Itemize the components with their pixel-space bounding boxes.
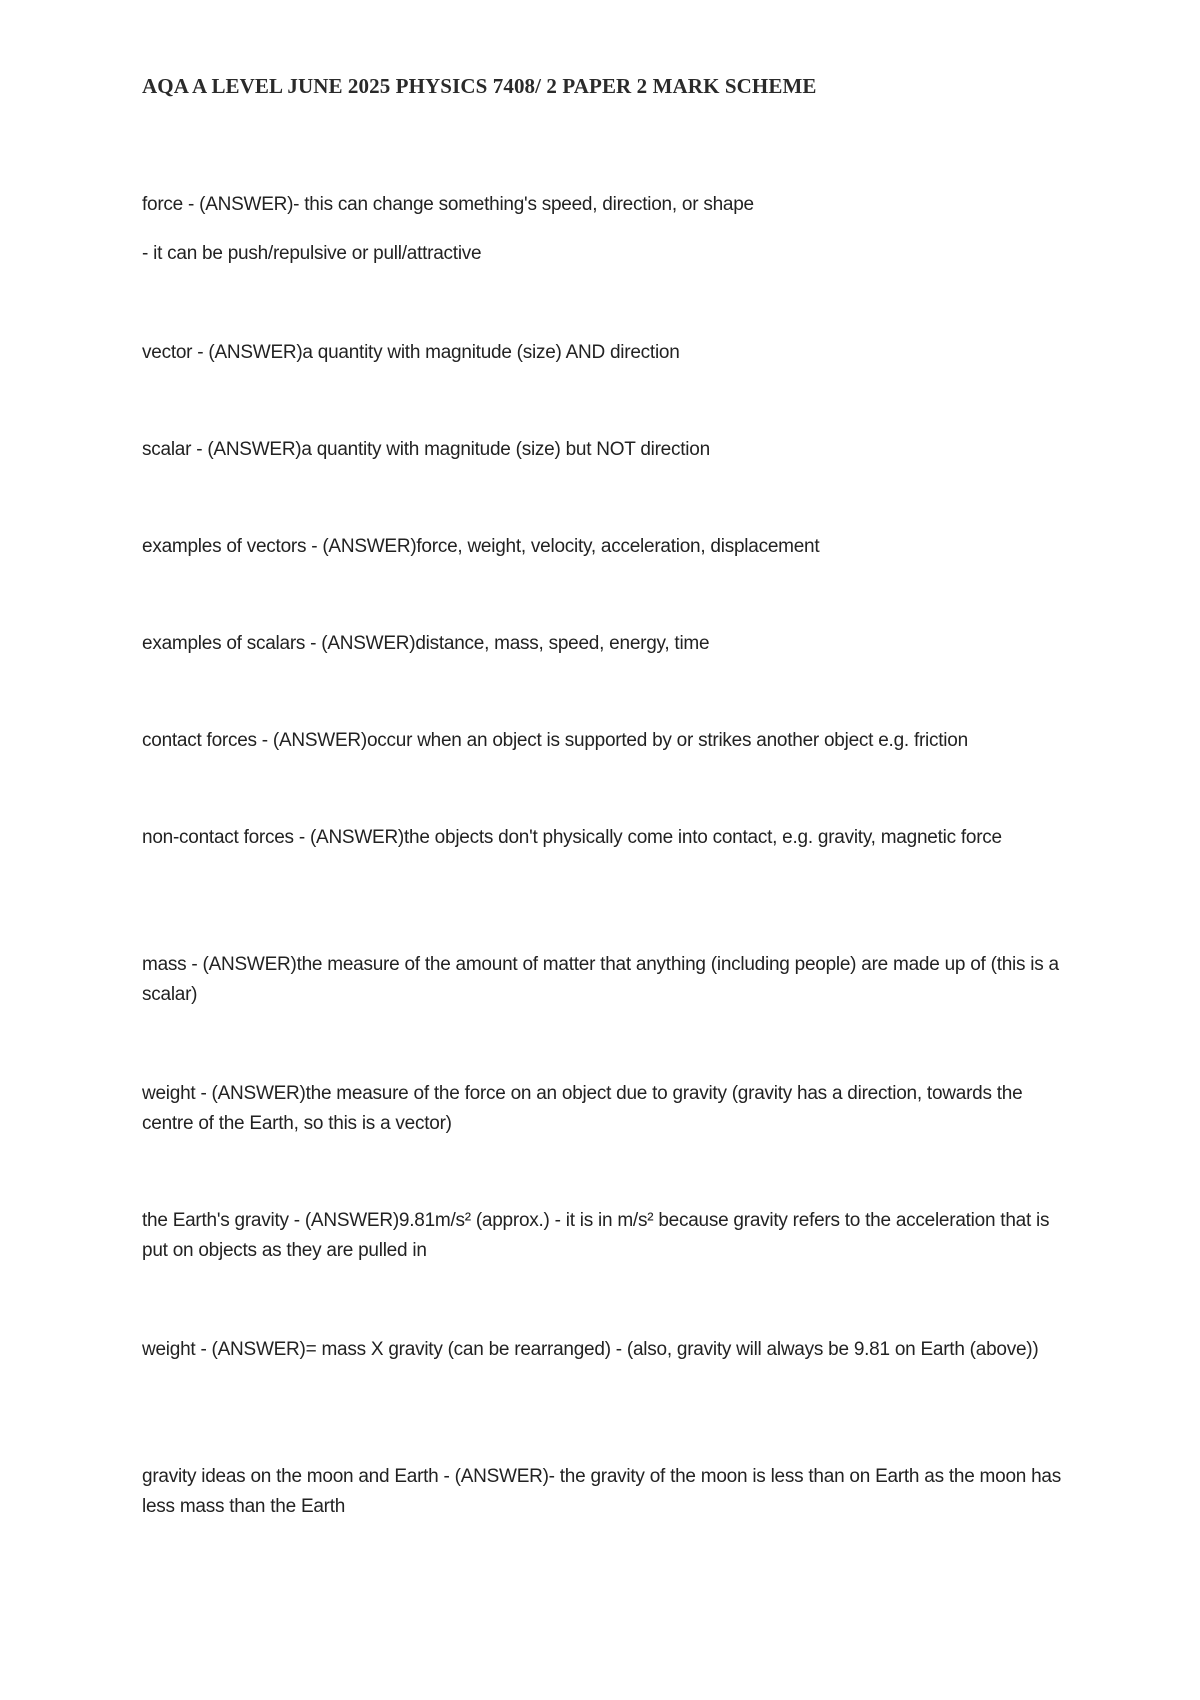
entry-text: weight - (ANSWER)the measure of the force on an object due to gravity (gravity has a direction, towards the centre of the Earth, so this is a vector)	[142, 1083, 1023, 1134]
entry-gravity-moon-earth	[142, 1462, 1072, 1522]
entry-examples-of-vectors	[142, 532, 1072, 562]
entry-examples-of-scalars	[142, 629, 1072, 659]
entry-weight-formula	[142, 1335, 1072, 1365]
entry-text: mass - (ANSWER)the measure of the amount of matter that anything (including people) are made up of (this is a scalar)	[142, 954, 1059, 1005]
entry-text: weight - (ANSWER)= mass X gravity (can be rearranged) - (also, gravity will always be 9.81 on Earth (above))	[142, 1339, 1039, 1360]
entry-contact-forces	[142, 726, 1072, 756]
entry-earths-gravity	[142, 1206, 1072, 1266]
entry-text: examples of vectors - (ANSWER)force, weight, velocity, acceleration, displacement	[142, 536, 820, 557]
entry-force	[142, 190, 1072, 269]
entry-text: contact forces - (ANSWER)occur when an object is supported by or strikes another object e.g. friction	[142, 730, 968, 751]
entry-continuation: - it can be push/repulsive or pull/attractive	[142, 243, 482, 264]
page-title: AQA A LEVEL JUNE 2025 PHYSICS 7408/ 2 PAPER 2 MARK SCHEME	[142, 74, 817, 98]
entry-vector	[142, 338, 1072, 368]
entry-text: examples of scalars - (ANSWER)distance, mass, speed, energy, time	[142, 633, 710, 654]
entry-text: scalar - (ANSWER)a quantity with magnitude (size) but NOT direction	[142, 439, 710, 460]
entry-mass	[142, 950, 1072, 1010]
entry-text: force - (ANSWER)- this can change something's speed, direction, or shape	[142, 194, 754, 215]
entry-text: vector - (ANSWER)a quantity with magnitude (size) AND direction	[142, 342, 680, 363]
entry-non-contact-forces	[142, 823, 1072, 853]
entry-weight-definition	[142, 1079, 1072, 1139]
entry-scalar	[142, 435, 1072, 465]
entry-text: gravity ideas on the moon and Earth - (ANSWER)- the gravity of the moon is less than on Earth as the moon has less mass than the Earth	[142, 1466, 1061, 1517]
entry-text: the Earth's gravity - (ANSWER)9.81m/s² (approx.) - it is in m/s² because gravity refers to the acceleration that is put on objects as they are pulled in	[142, 1210, 1050, 1261]
entry-text: non-contact forces - (ANSWER)the objects don't physically come into contact, e.g. gravity, magnetic force	[142, 827, 1002, 848]
